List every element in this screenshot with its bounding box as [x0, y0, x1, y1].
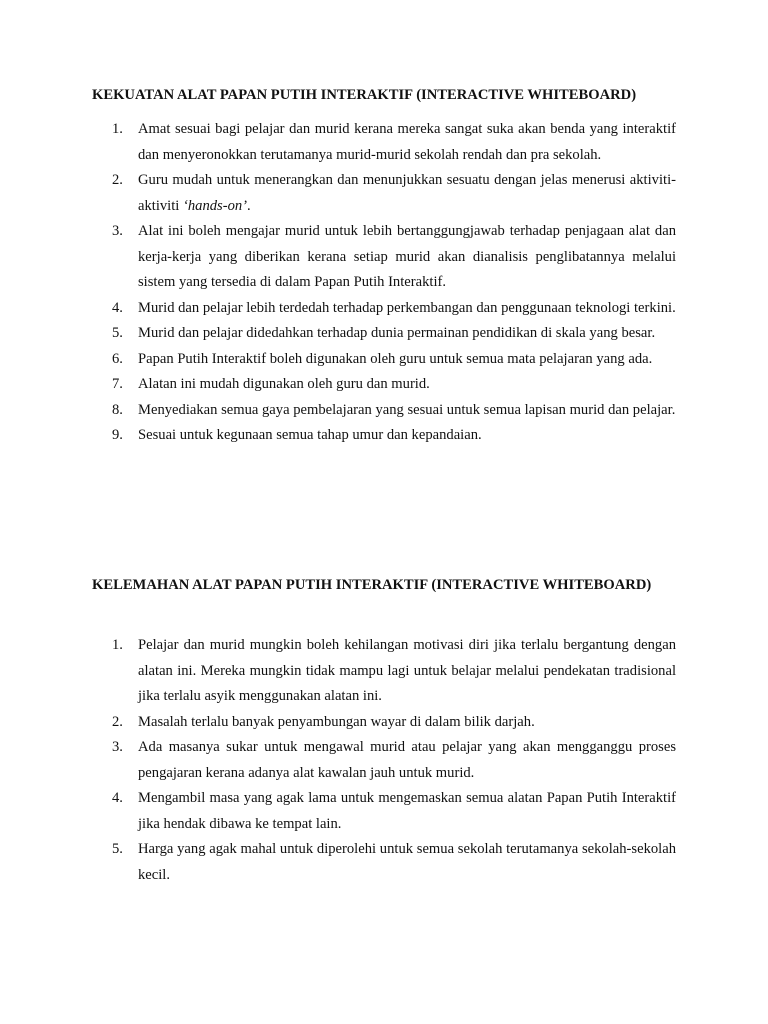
item-number: 8. — [112, 401, 123, 418]
list-item — [92, 837, 676, 888]
item-text: Harga yang agak mahal untuk diperolehi untuk semua sekolah terutamanya sekolah-sekolah kecil. — [138, 841, 676, 883]
item-emphasis: ‘hands-on’ — [183, 197, 248, 214]
item-text: Menyediakan semua gaya pembelajaran yang sesuai untuk semua lapisan murid dan pelajar. — [138, 401, 676, 418]
list-item — [92, 710, 676, 736]
item-text: Pelajar dan murid mungkin boleh kehilangan motivasi diri jika terlalu bergantung dengan alatan ini. Mereka mungkin tidak mampu lagi untuk belajar melalui pendekatan tradisional jika terlalu asyik menggunakan alatan ini. — [138, 637, 676, 704]
item-text: Mengambil masa yang agak lama untuk mengemaskan semua alatan Papan Putih Interaktif jika hendak dibawa ke tempat lain. — [138, 790, 676, 832]
list-item — [92, 786, 676, 837]
item-number: 3. — [112, 739, 123, 755]
strengths-list — [92, 117, 676, 449]
list-item — [92, 423, 676, 449]
item-number: 5. — [112, 841, 123, 857]
list-item — [92, 398, 676, 424]
item-number: 9. — [112, 427, 123, 443]
list-item — [92, 372, 676, 398]
list-item — [92, 321, 676, 347]
item-text: Ada masanya sukar untuk mengawal murid atau pelajar yang akan mengganggu proses pengajaran kerana adanya alat kawalan jauh untuk murid. — [138, 739, 676, 781]
item-number: 1. — [112, 637, 123, 653]
item-text: Murid dan pelajar lebih terdedah terhadap perkembangan dan penggunaan teknologi terkini. — [138, 299, 676, 316]
item-text: Guru mudah untuk menerangkan dan menunjukkan sesuatu dengan jelas menerusi aktiviti-aktiviti — [138, 172, 676, 214]
list-item — [92, 735, 676, 786]
item-text: Murid dan pelajar didedahkan terhadap dunia permainan pendidikan di skala yang besar. — [138, 325, 656, 341]
item-text: Masalah terlalu banyak penyambungan wayar di dalam bilik darjah. — [138, 713, 535, 730]
item-text: Amat sesuai bagi pelajar dan murid kerana mereka sangat suka akan benda yang interaktif dan menyeronokkan terutamanya murid-murid sekolah rendah dan pra sekolah. — [138, 121, 676, 163]
list-item — [92, 296, 676, 322]
item-number: 4. — [112, 299, 123, 316]
list-item — [92, 168, 676, 219]
weaknesses-list — [92, 633, 676, 888]
item-number: 6. — [112, 350, 123, 367]
item-number: 7. — [112, 376, 123, 392]
item-number: 3. — [112, 223, 123, 239]
list-item — [92, 633, 676, 710]
item-number: 2. — [112, 713, 123, 730]
list-item — [92, 219, 676, 296]
item-text: Alat ini boleh mengajar murid untuk lebih bertanggungjawab terhadap penjagaan alat dan kerja-kerja yang diberikan kerana setiap murid akan dianalisis penglibatannya melalui sistem yang tersedia di dalam Papan Putih Interaktif. — [138, 223, 676, 290]
item-text: Papan Putih Interaktif boleh digunakan oleh guru untuk semua mata pelajaran yang ada. — [138, 350, 653, 367]
section-heading-weaknesses: KELEMAHAN ALAT PAPAN PUTIH INTERAKTIF (INTERACTIVE WHITEBOARD) — [92, 577, 652, 593]
item-number: 4. — [112, 790, 123, 806]
list-item — [92, 117, 676, 168]
item-number: 5. — [112, 325, 123, 341]
item-text: Alatan ini mudah digunakan oleh guru dan murid. — [138, 376, 430, 392]
list-item — [92, 347, 676, 373]
item-text-tail: . — [247, 197, 251, 214]
item-number: 2. — [112, 172, 123, 188]
item-number: 1. — [112, 121, 123, 137]
item-text: Sesuai untuk kegunaan semua tahap umur dan kepandaian. — [138, 427, 482, 443]
section-heading-strengths: KEKUATAN ALAT PAPAN PUTIH INTERAKTIF (INTERACTIVE WHITEBOARD) — [92, 87, 637, 103]
